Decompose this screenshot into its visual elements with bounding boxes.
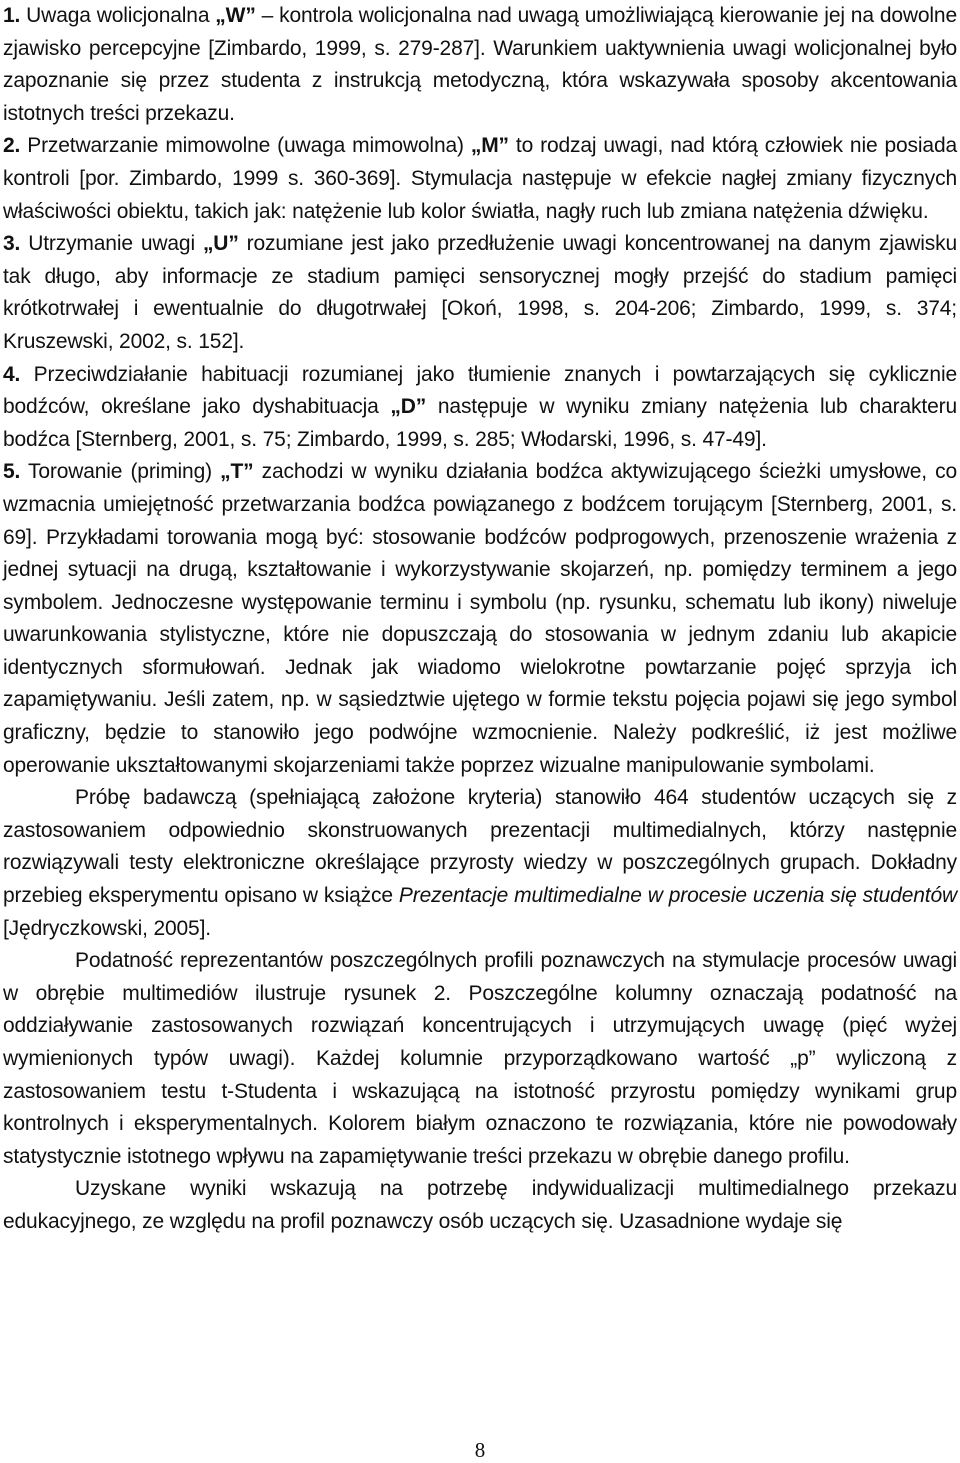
page-number: 8: [474, 1438, 486, 1462]
item-number: 5.: [3, 460, 21, 484]
item-text: następuje w wyniku zmiany natężenia lub charakteru bodźca [Sternberg, 2001, s. 75; Zimbardo, 1999, s. 285; Włodarski, 1996, s. 47-49].: [3, 395, 957, 451]
document-page: [3, 0, 957, 1239]
item-text: – kontrola wolicjonalna nad uwagą umożliwiającą kierowanie jej na dowolne zjawisko percepcyjne [Zimbardo, 1999, s. 279-287]. Warunkiem uaktywnienia uwagi wolicjonalnej było zapoznanie się przez studenta z instrukcją metodyczną, która wskazywała sposoby akcentowania istotnych treści przekazu.: [3, 4, 957, 125]
list-item-d: [3, 359, 957, 457]
item-marker: „U”: [202, 232, 239, 256]
item-number: 3.: [3, 232, 21, 256]
book-title: Prezentacje multimedialne w procesie uczenia się studentów: [398, 884, 957, 908]
item-text-lead: Torowanie (priming): [20, 460, 221, 484]
paragraph-text: Uzyskane wyniki wskazują na potrzebę indywidualizacji multimedialnego przekazu edukacyjnego, ze względu na profil poznawczy osób uczących się. Uzasadnione wydaje się: [3, 1177, 957, 1233]
list-item-u: [3, 228, 957, 358]
item-text-lead: Utrzymanie uwagi: [20, 232, 203, 256]
item-text-lead: Przetwarzanie mimowolne (uwaga mimowolna): [20, 134, 471, 158]
item-number: 1.: [3, 4, 21, 27]
item-number: 4.: [3, 362, 21, 386]
item-text: zachodzi w wyniku działania bodźca aktywizującego ścieżki umysłowe, co wzmacnia umiejętność przetwarzania bodźca powiązanego z bodźcem torującym [Sternberg, 2001, s. 69]. Przykładami torowania mogą być: stosowanie bodźców podprogowych, przenoszenie wrażenia z jednej sytuacji na drugą, kształtowanie i wykorzystywanie skojarzeń, np. pomiędzy terminem a jego symbolem. Jednoczesne występowanie terminu i symbolu (np. rysunku, schematu lub ikony) niweluje uwarunkowania stylistyczne, które nie dopuszczają do stosowania w jednym zdaniu lub akapicie identycznych sformułowań. Jednak jak wiadomo wielokrotne powtarzanie pojęć sprzyja ich zapamiętywaniu. Jeśli zatem, np. w sąsiedztwie ujętego w formie tekstu pojęcia pojawi się jego symbol graficzny, będzie to stanowiło jego podwójne wzmocnienie. Należy podkreślić, iż jest możliwe operowanie ukształtowanymi skojarzeniami także poprzez wizualne manipulowanie symbolami.: [3, 460, 957, 777]
item-marker: „T”: [220, 460, 254, 484]
item-text: to rodzaj uwagi, nad którą człowiek nie posiada kontroli [por. Zimbardo, 1999 s. 360-369]. Stymulacja następuje w efekcie nagłej zmiany fizycznych właściwości obiektu, takich jak: natężenie lub kolor światła, nagły ruch lub zmiana natężenia dźwięku.: [3, 134, 957, 223]
list-item-t: [3, 456, 957, 782]
paragraph-susceptibility: [3, 945, 957, 1173]
paragraph-results: [3, 1173, 957, 1238]
paragraph-research-sample: [3, 782, 957, 945]
item-number: 2.: [3, 134, 21, 158]
item-text-lead: Uwaga wolicjonalna: [20, 4, 216, 27]
list-item-m: [3, 130, 957, 228]
paragraph-text: Podatność reprezentantów poszczególnych profili poznawczych na stymulacje procesów uwagi w obrębie multimediów ilustruje rysunek 2. Poszczególne kolumny oznaczają podatność na oddziaływanie zastosowanych rozwiązań koncentrujących i utrzymujących uwagę (pięć wyżej wymienionych typów uwagi). Każdej kolumnie przyporządkowano wartość „p” wyliczoną z zastosowaniem testu t-Studenta i wskazującą na istotność przyrostu pomiędzy wynikami grup kontrolnych i eksperymentalnych. Kolorem białym oznaczono te rozwiązania, które nie powodowały statystycznie istotnego wpływu na zapamiętywanie treści przekazu w obrębie danego profilu.: [3, 949, 957, 1168]
paragraph-text-end: [Jędryczkowski, 2005].: [3, 916, 211, 940]
item-text: rozumiane jest jako przedłużenie uwagi koncentrowanej na danym zjawisku tak długo, aby informacje ze stadium pamięci sensorycznej mogły przejść do stadium pamięci krótkotrwałej i ewentualnie do długotrwałej [Okoń, 1998, s. 204-206; Zimbardo, 1999, s. 374; Kruszewski, 2002, s. 152].: [3, 232, 957, 353]
list-item-w: [3, 0, 957, 130]
item-text-lead: Przeciwdziałanie habituacji rozumianej jako tłumienie znanych i powtarzających się cyklicznie bodźców, określane jako dyshabituacja: [3, 362, 957, 419]
item-marker: „M”: [470, 134, 509, 158]
item-marker: „D”: [390, 395, 427, 419]
item-marker: „W”: [215, 4, 256, 27]
paragraph-text: Próbę badawczą (spełniającą założone kryteria) stanowiło 464 studentów uczących się z zastosowaniem odpowiednio skonstruowanych prezentacji multimedialnych, którzy następnie rozwiązywali testy elektroniczne określające przyrosty wiedzy w poszczególnych grupach. Dokładny przebieg eksperymentu opisano w książce: [3, 786, 957, 908]
